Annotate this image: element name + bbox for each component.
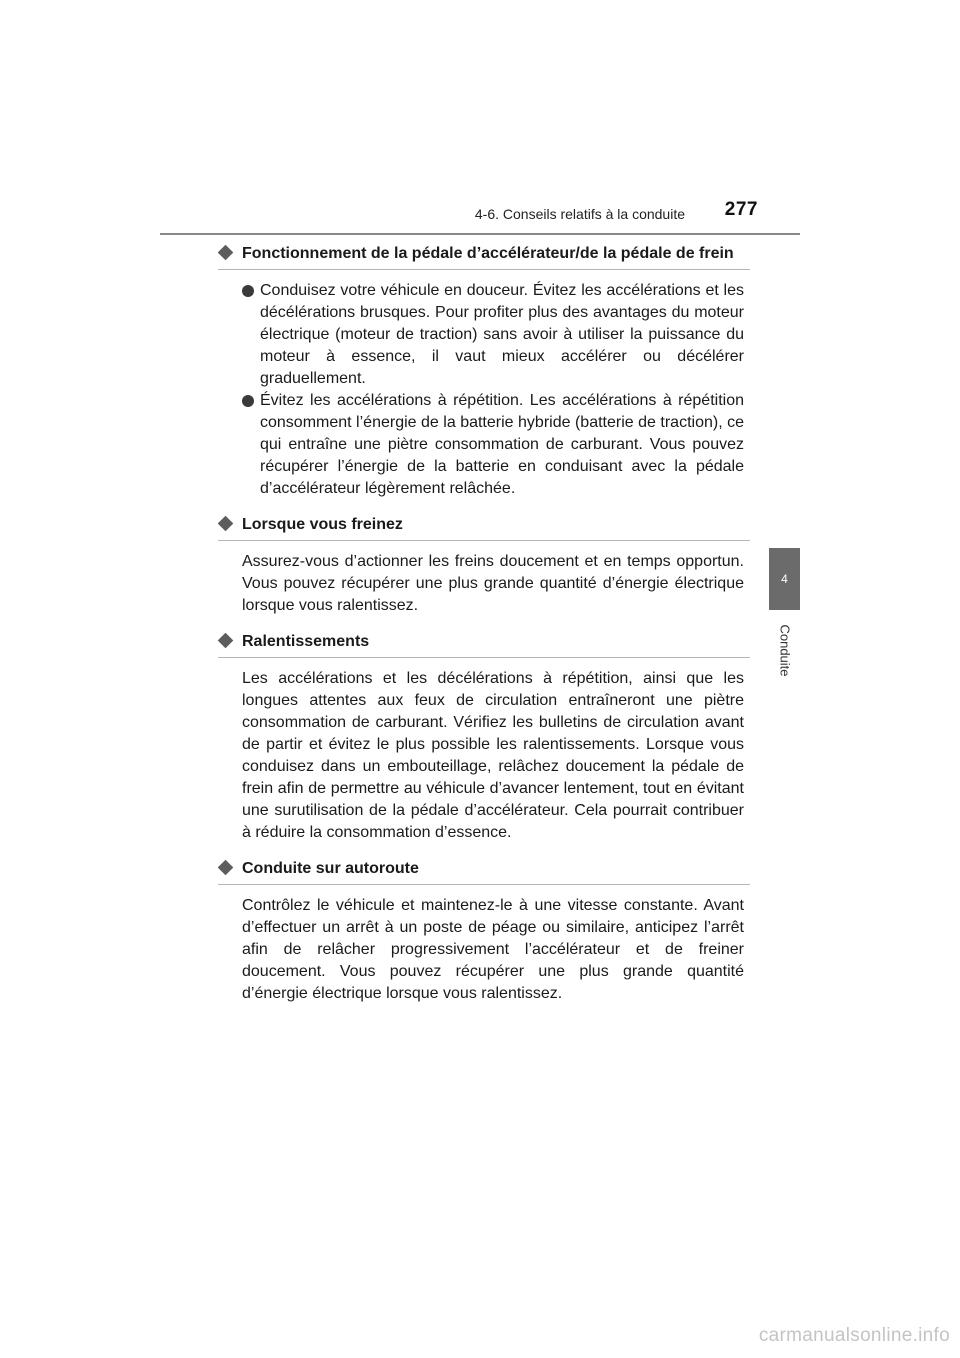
watermark: carmanualsonline.info (758, 1325, 950, 1346)
page-number: 277 (724, 199, 758, 220)
diamond-icon (218, 516, 234, 532)
header-rule (160, 233, 800, 235)
list-item (218, 280, 750, 390)
section-heading (218, 631, 750, 658)
section-title: 4-6. Conseils relatifs à la conduite (474, 206, 685, 222)
chapter-label (770, 620, 800, 680)
chapter-label-text: Conduite (777, 623, 793, 677)
section-pedal-operation (218, 243, 750, 500)
list-item (218, 390, 750, 500)
page-content (218, 243, 750, 1019)
section-paragraph: Les accélérations et les décélérations à répétition, ainsi que les longues attentes aux feux de circulation entraîneront une piètre consommation de carburant. Vérifiez les bulletins de circulation avant de partir et évitez le plus possible les ralentissements. Lorsque vous conduisez dans un embouteillage, relâchez doucement la pédale de frein afin de permettre au véhicule d’avancer lentement, tout en évitant une surutilisation de la pédale d’accélérateur. Cela pourrait contribuer à réduire la consommation d’essence. (242, 670, 744, 841)
section-heading-text: Fonctionnement de la pédale d’accélérateur/de la pédale de frein (242, 245, 734, 262)
list-item-text: Évitez les accélérations à répétition. Les accélérations à répétition consomment l’énergie de la batterie hybride (batterie de traction), ce qui entraîne une piètre consommation de carburant. Vous pouvez récupérer l’énergie de la batterie en conduisant avec la pédale d’accélérateur légèrement relâchée. (260, 392, 744, 497)
diamond-icon (218, 633, 234, 649)
chapter-number: 4 (781, 572, 788, 586)
section-heading-text: Lorsque vous freinez (242, 516, 403, 533)
section-highway-driving (218, 858, 750, 1005)
bullet-icon (242, 395, 254, 407)
section-paragraph: Contrôlez le véhicule et maintenez-le à une vitesse constante. Avant d’effectuer un arrêt à un poste de péage ou similaire, anticipez l’arrêt afin de relâcher progressivement l’accélérateur et de freiner doucement. Vous pouvez récupérer une plus grande quantité d’énergie électrique lorsque vous ralentissez. (242, 897, 744, 1002)
section-braking (218, 514, 750, 617)
section-heading (218, 514, 750, 541)
section-traffic-jams (218, 631, 750, 844)
section-heading (218, 858, 750, 885)
diamond-icon (218, 245, 234, 261)
bullet-icon (242, 285, 254, 297)
section-heading-text: Ralentissements (242, 633, 370, 650)
diamond-icon (218, 860, 234, 876)
chapter-tab (769, 548, 800, 610)
section-paragraph: Assurez-vous d’actionner les freins doucement et en temps opportun. Vous pouvez récupérer une plus grande quantité d’énergie électrique lorsque vous ralentissez. (242, 553, 744, 614)
section-heading-text: Conduite sur autoroute (242, 860, 419, 877)
list-item-text: Conduisez votre véhicule en douceur. Évitez les accélérations et les décélérations brusques. Pour profiter plus des avantages du moteur électrique (moteur de traction) sans avoir à utiliser la puissance du moteur à essence, il vaut mieux accélérer ou décélérer graduellement. (260, 282, 744, 387)
section-heading (218, 243, 750, 270)
